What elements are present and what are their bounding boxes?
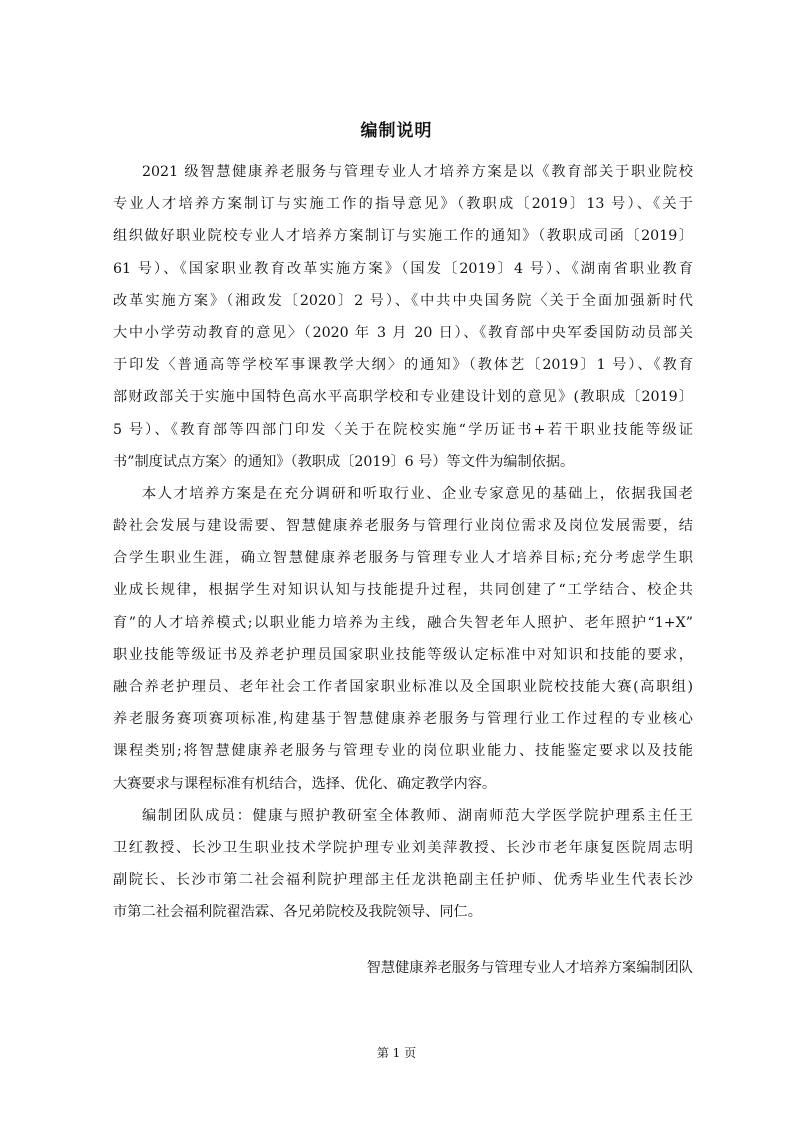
text-line: 融合养老护理员、老年社会工作者国家职业标准以及全国职业院校技能大赛(高职组) [113, 679, 693, 695]
text-line: 编制团队成员：健康与照护教研室全体教师、湖南师范大学医学院护理系主任王 [142, 807, 693, 824]
text-line: 61 号）、《国家职业教育改革实施方案》（国发〔2019〕4 号）、《湖南省职业教育 [113, 260, 693, 277]
text-line: 2021 级智慧健康养老服务与管理专业人才培养方案是以《教育部关于职业院校 [142, 164, 693, 180]
text-line: 合学生职业生涯，确立智慧健康养老服务与管理专业人才培养目标;充分考虑学生职 [113, 550, 693, 567]
text-line: 部财政部关于实施中国特色高水平高职学校和专业建设计划的意见》(教职成〔2019〕 [113, 389, 693, 406]
text-line: 卫红教授、长沙卫生职业技术学院护理专业刘美萍教授、长沙市老年康复医院周志明 [113, 839, 693, 856]
text-line: 大中小学劳动教育的意见〉（2020 年 3 月 20 日）、《教育部中央军委国防动员部关 [113, 324, 693, 341]
text-line: 业成长规律，根据学生对知识认知与技能提升过程，共同创建了“工学结合、校企共 [113, 582, 693, 599]
page-title: 编制说明 [360, 121, 433, 141]
text-line: 龄社会发展与建设需要、智慧健康养老服务与管理行业岗位需求及岗位发展需要，结 [113, 518, 693, 535]
text-line: 专业人才培养方案制订与实施工作的指导意见》（教职成〔2019〕13 号）、《关于 [113, 196, 693, 213]
paragraph [113, 478, 693, 800]
signature-line: 智慧健康养老服务与管理专业人才培养方案编制团队 [366, 960, 693, 976]
body-text [113, 156, 693, 929]
text-line: 课程类别;将智慧健康养老服务与管理专业的岗位职业能力、技能鉴定要求以及技能 [113, 743, 693, 760]
text-line: 副院长、长沙市第二社会福利院护理部主任龙洪艳副主任护师、优秀毕业生代表长沙 [113, 872, 693, 889]
text-line: 大赛要求与课程标准有机结合，选择、优化、确定教学内容。 [113, 775, 497, 792]
paragraph [113, 156, 693, 478]
text-line: 5 号）、《教育部等四部门印发〈关于在院校实施“学历证书+若干职业技能等级证 [113, 421, 693, 438]
paragraph-list [113, 156, 693, 929]
text-line: 本人才培养方案是在充分调研和听取行业、企业专家意见的基础上，依据我国老 [142, 485, 693, 502]
text-line: 养老服务赛项赛项标准,构建基于智慧健康养老服务与管理行业工作过程的专业核心 [113, 711, 693, 728]
text-line: 育”的人才培养模式;以职业能力培养为主线，融合失智老年人照护、老年照护“1+X” [113, 614, 693, 631]
text-line: 书”制度试点方案〉的通知》（教职成〔2019〕6 号）等文件为编制依据。 [113, 453, 575, 470]
text-line: 组织做好职业院校专业人才培养方案制订与实施工作的通知》（教职成司函〔2019〕 [113, 228, 693, 245]
text-line: 改革实施方案》（湘政发〔2020〕2 号）、《中共中央国务院〈关于全面加强新时代 [113, 292, 693, 309]
paragraph [113, 800, 693, 929]
text-line: 于印发〈普通高等学校军事课教学大纲〉的通知》（教体艺〔2019〕1 号）、《教育 [113, 357, 693, 374]
page-number: 第 1 页 [376, 1046, 417, 1060]
text-line: 职业技能等级证书及养老护理员国家职业技能等级认定标准中对知识和技能的要求， [113, 646, 693, 663]
text-line: 市第二社会福利院翟浩霖、各兄弟院校及我院领导、同仁。 [113, 904, 482, 921]
